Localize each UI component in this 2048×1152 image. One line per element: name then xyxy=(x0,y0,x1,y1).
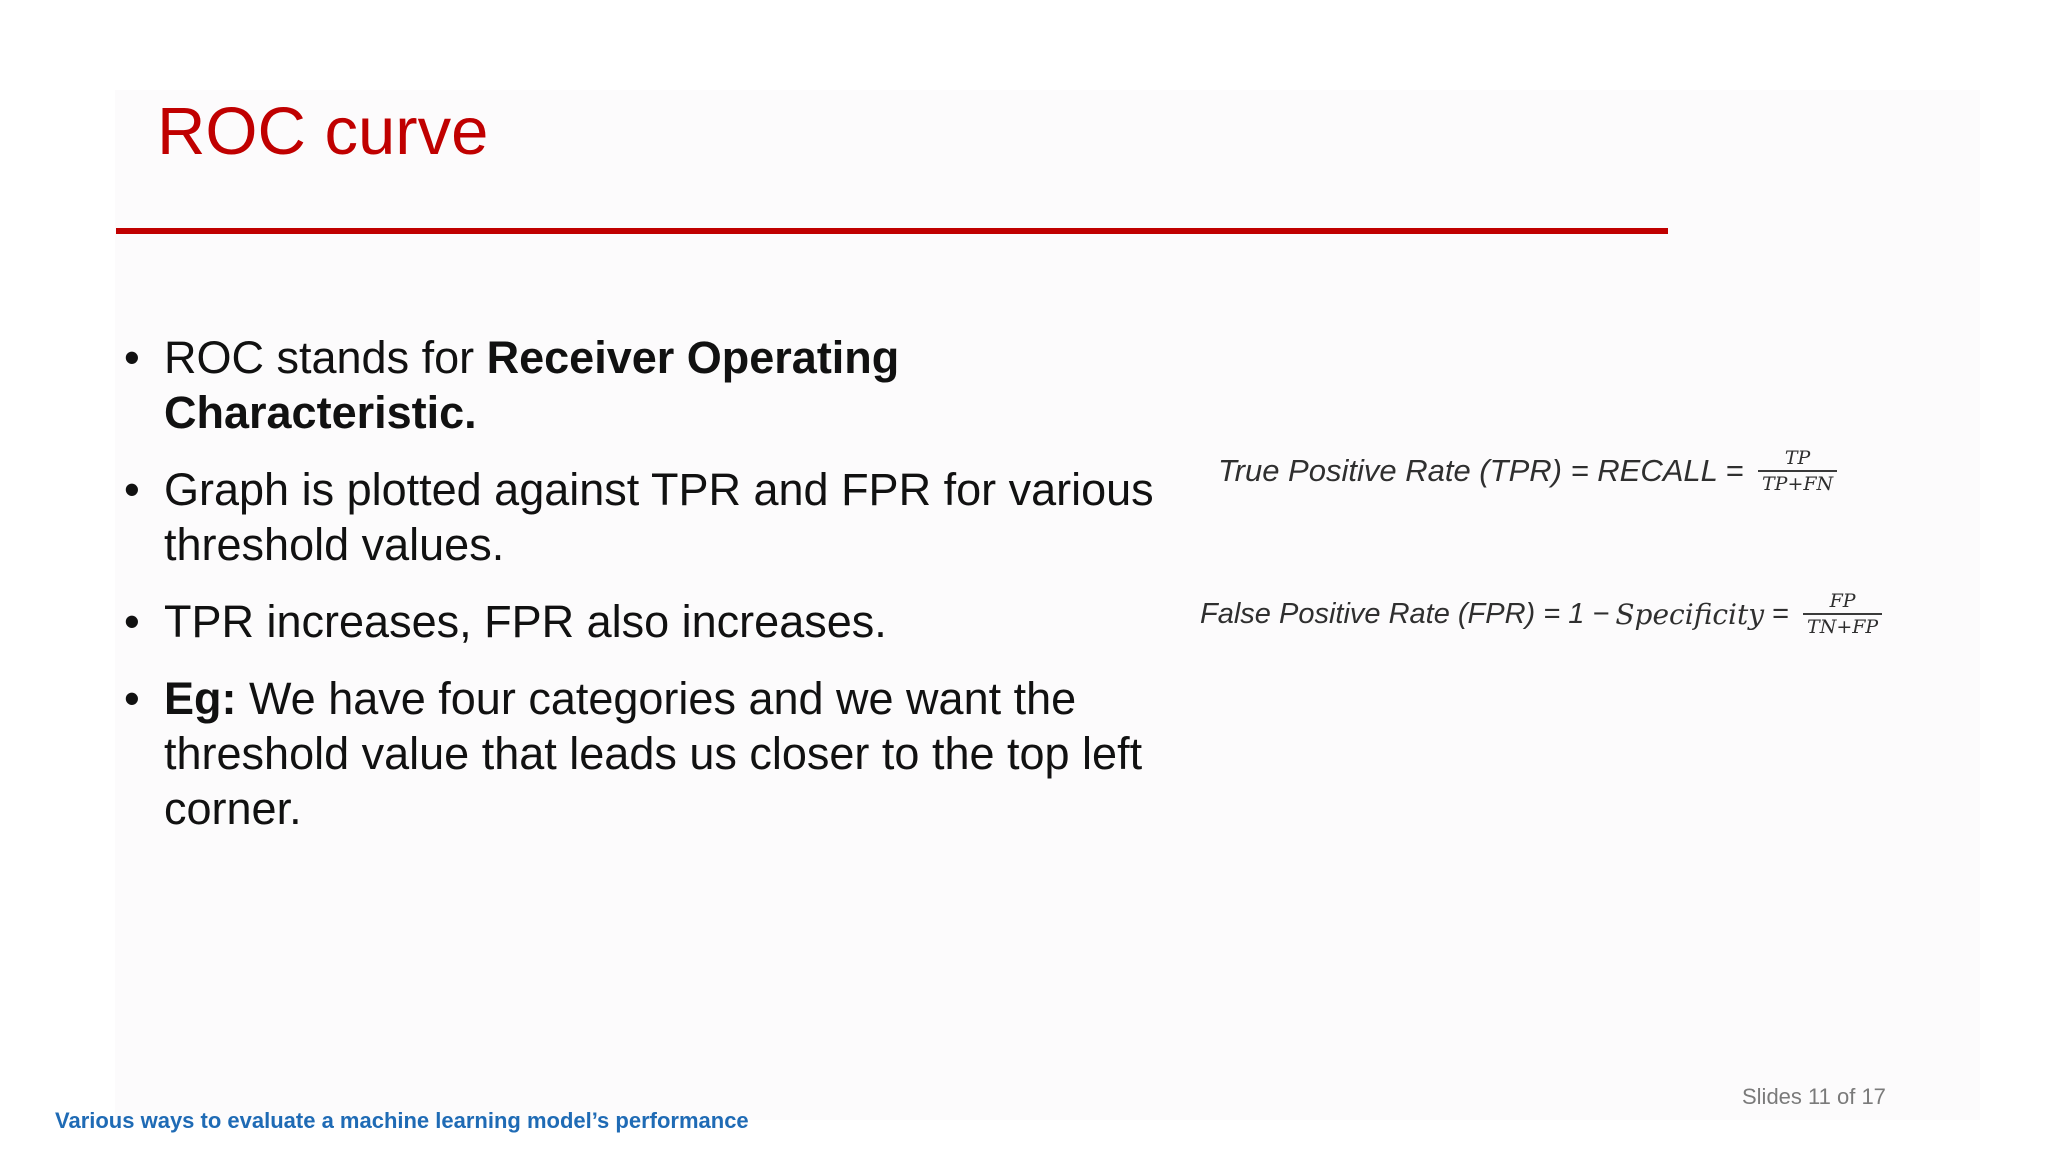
bullet-item xyxy=(124,330,1184,440)
tpr-equals-sign: = xyxy=(1725,453,1744,488)
bullet-text: TPR increases, FPR also increases. xyxy=(164,596,887,647)
bullet-bold-text: Eg: xyxy=(164,673,237,724)
bullet-marker: • xyxy=(124,673,140,724)
bullet-marker: • xyxy=(124,464,140,515)
tpr-numerator: TP xyxy=(1784,447,1811,469)
bullet-text: ROC stands for xyxy=(164,332,487,383)
bullet-text: We have four categories and we want the threshold value that leads us closer to the top left corner. xyxy=(164,673,1143,834)
fpr-formula-label: False Positive Rate (FPR) = 1 − xyxy=(1200,597,1610,630)
bullet-marker: • xyxy=(124,596,140,647)
fpr-formula xyxy=(1200,589,1882,639)
fpr-fraction xyxy=(1803,589,1882,639)
bullet-item xyxy=(124,462,1184,572)
slide-title: ROC curve xyxy=(157,94,489,169)
bullet-bold-text: Receiver Operating Characteristic. xyxy=(164,332,900,438)
slide-counter: Slides 11 of 17 xyxy=(1742,1084,1886,1109)
tpr-fraction xyxy=(1758,446,1837,496)
bullet-text: Graph is plotted against TPR and FPR for various threshold values. xyxy=(164,464,1154,570)
bullet-item xyxy=(124,594,1184,649)
bullet-marker: • xyxy=(124,332,140,383)
fpr-specificity-term: Specificity xyxy=(1615,597,1765,631)
tpr-denominator: TP+FN xyxy=(1758,470,1837,496)
fpr-denominator: TN+FP xyxy=(1803,613,1882,639)
presentation-footer-title: Various ways to evaluate a machine learning model’s performance xyxy=(55,1108,749,1133)
tpr-formula-label: True Positive Rate (TPR) = RECALL xyxy=(1218,453,1718,488)
bullet-list xyxy=(124,330,1184,858)
fpr-equals-sign: = xyxy=(1772,597,1790,630)
bullet-item xyxy=(124,671,1184,836)
tpr-formula xyxy=(1218,446,1837,496)
fpr-numerator: FP xyxy=(1829,590,1856,612)
title-underline xyxy=(116,228,1668,234)
